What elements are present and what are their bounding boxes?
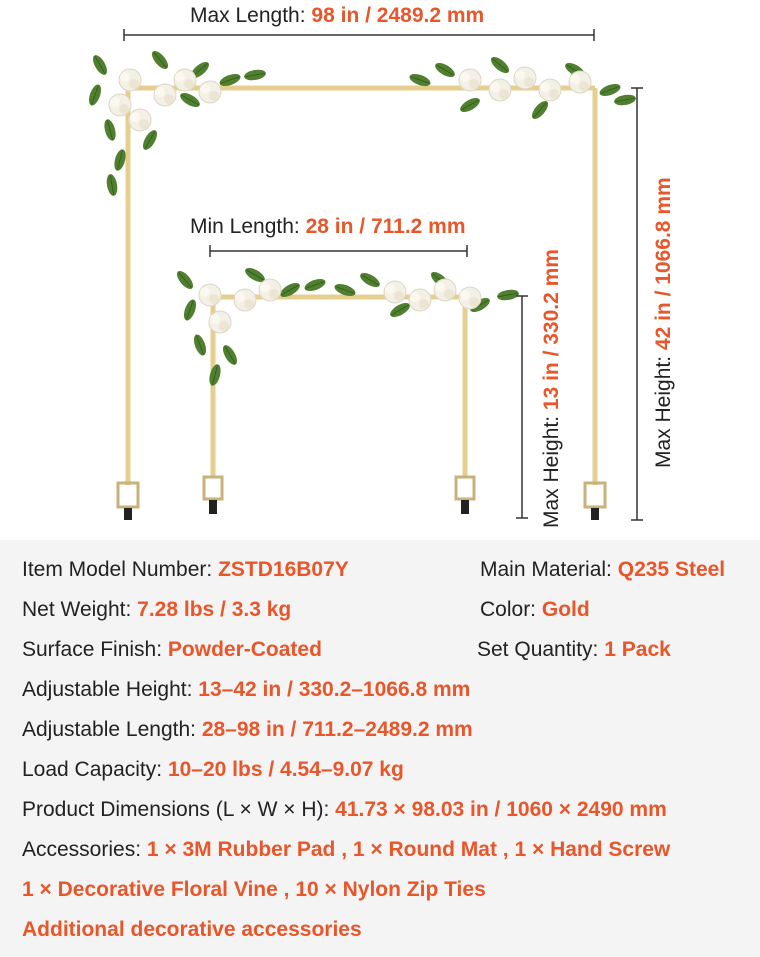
spec-value: 41.73 × 98.03 in / 1060 × 2490 mm: [335, 798, 667, 821]
spec-main-material: [480, 558, 725, 582]
spec-value: Q235 Steel: [617, 558, 726, 581]
max-height-large-label: [652, 177, 676, 468]
max-height-large-dimension-line: [631, 88, 643, 520]
spec-label: Color:: [480, 598, 537, 621]
max-length-caption: Max Length:: [190, 4, 306, 27]
spec-net-weight: [22, 598, 291, 622]
spec-value: 7.28 lbs / 3.3 kg: [137, 598, 292, 621]
spec-accessories: [22, 838, 670, 862]
spec-accessories-line-3: Additional decorative accessories: [22, 918, 362, 941]
spec-label: Load Capacity:: [22, 758, 163, 781]
max-length-dimension-line: [124, 29, 594, 41]
spec-value: ZSTD16B07Y: [218, 558, 349, 581]
spec-label: Surface Finish:: [22, 638, 163, 661]
max-height-small-dimension-line: [516, 296, 528, 518]
spec-label: Adjustable Height:: [22, 678, 193, 701]
spec-label: Adjustable Length:: [22, 718, 196, 741]
floral-vine-left-large: [87, 48, 267, 196]
spec-label: Accessories:: [22, 838, 142, 861]
spec-value: Powder-Coated: [167, 638, 322, 661]
small-arch-frame: [204, 297, 474, 514]
max-length-value: 98 in / 2489.2 mm: [311, 4, 485, 27]
max-length-label: [190, 4, 484, 28]
max-height-small-value: 13 in / 330.2 mm: [540, 249, 563, 411]
spec-value: 1 × 3M Rubber Pad , 1 × Round Mat , 1 × Hand Screw: [146, 838, 671, 861]
spec-label: Product Dimensions (L × W × H):: [22, 798, 330, 821]
max-height-small-caption: Max Height:: [540, 415, 563, 528]
spec-label: Main Material:: [480, 558, 612, 581]
max-height-large-caption: Max Height:: [652, 355, 675, 468]
max-height-small-label: [540, 249, 564, 528]
spec-value: 1 Pack: [604, 638, 671, 661]
spec-color: [480, 598, 590, 622]
spec-product-dimensions: [22, 798, 667, 822]
specifications-panel: [0, 540, 760, 957]
spec-model-number: [22, 558, 349, 582]
spec-label: Item Model Number:: [22, 558, 213, 581]
min-length-label: [190, 215, 466, 239]
spec-load-capacity: [22, 758, 404, 782]
min-length-value: 28 in / 711.2 mm: [305, 215, 466, 238]
spec-adjustable-length: [22, 718, 473, 742]
spec-set-quantity: [477, 638, 671, 662]
floral-vine-left-small: [174, 265, 327, 387]
spec-label: Set Quantity:: [477, 638, 599, 661]
min-length-dimension-line: [210, 245, 467, 257]
spec-value: 28–98 in / 711.2–2489.2 mm: [201, 718, 473, 741]
floral-vine-right-small: [333, 269, 520, 320]
spec-surface-finish: [22, 638, 322, 662]
max-height-large-value: 42 in / 1066.8 mm: [652, 177, 675, 351]
spec-value: 13–42 in / 330.2–1066.8 mm: [198, 678, 471, 701]
spec-adjustable-height: [22, 678, 470, 702]
spec-label: Net Weight:: [22, 598, 132, 621]
min-length-caption: Min Length:: [190, 215, 300, 238]
spec-accessories-line-2: 1 × Decorative Floral Vine , 10 × Nylon Zip Ties: [22, 878, 486, 901]
spec-value: 10–20 lbs / 4.54–9.07 kg: [167, 758, 404, 781]
spec-value: Gold: [541, 598, 590, 621]
